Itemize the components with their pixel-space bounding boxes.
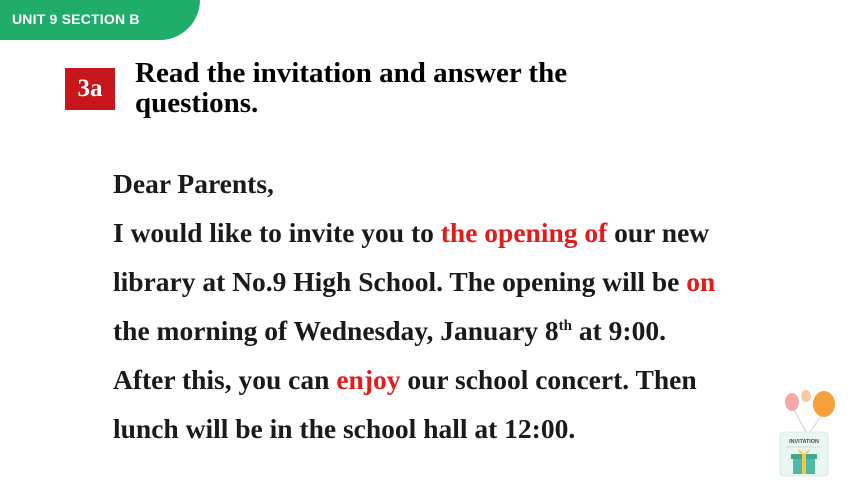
instruction-line-1: Read the invitation and answer the xyxy=(135,57,568,89)
balloon-icon xyxy=(813,391,835,417)
text: library at No.9 High School. The opening will be xyxy=(113,266,687,297)
letter-line-3 xyxy=(113,306,833,355)
task-number-badge: 3a xyxy=(65,68,115,110)
letter-line-4 xyxy=(113,355,833,404)
ordinal-suffix: th xyxy=(558,317,573,334)
letter-line-2 xyxy=(113,257,833,306)
gift-ribbon xyxy=(802,454,806,474)
text: the morning of Wednesday, January 8 xyxy=(113,315,559,346)
balloon-string xyxy=(794,410,806,432)
text: our new xyxy=(607,217,710,248)
card-label: INVITATION xyxy=(789,439,819,445)
balloon-icon xyxy=(785,393,799,411)
letter-greeting: Dear Parents, xyxy=(113,168,274,199)
letter-line-5: lunch will be in the school hall at 12:00. xyxy=(113,413,576,444)
balloon-icon xyxy=(801,390,811,402)
letter-line-1 xyxy=(113,208,833,257)
highlight-text: on xyxy=(686,266,716,297)
instruction-line-2: questions. xyxy=(135,87,259,119)
highlight-text: enjoy xyxy=(336,364,401,395)
text: at 9:00. xyxy=(572,315,666,346)
invitation-letter xyxy=(113,159,833,453)
highlight-text: the opening of xyxy=(440,217,608,248)
unit-section-tab: UNIT 9 SECTION B xyxy=(0,0,200,40)
text: our school concert. Then xyxy=(400,364,697,395)
text: I would like to invite you to xyxy=(113,217,441,248)
invitation-card-icon xyxy=(776,388,842,478)
task-instruction xyxy=(135,58,695,118)
text: After this, you can xyxy=(113,364,337,395)
